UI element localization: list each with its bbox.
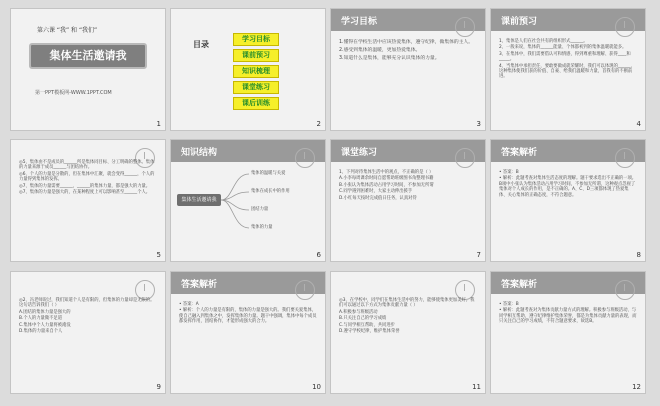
slide-thumbnail-7[interactable] <box>330 139 486 262</box>
mindmap-branch: 集体的力量 <box>251 225 273 230</box>
slide-thumbnail-8[interactable] <box>490 139 646 262</box>
menu-list <box>233 33 279 113</box>
slide-number: 4 <box>636 120 641 128</box>
slide-number: 6 <box>316 251 321 259</box>
mindmap-branch: 团结力量 <box>251 207 269 212</box>
slide-number: 8 <box>636 251 641 259</box>
mindmap-branch: 集体在成长中的作用 <box>251 189 290 194</box>
clock-icon <box>455 17 475 37</box>
mindmap-branch: 集体的温暖与关爱 <box>251 171 286 176</box>
slide-thumbnail-11[interactable] <box>330 271 486 394</box>
slide-number: 12 <box>632 383 641 391</box>
slide-thumbnail-12[interactable] <box>490 271 646 394</box>
text-line: B.个人的力量微不足道 <box>19 316 62 322</box>
text-line: 4、当集体中承担责任，要敢要做成就荣耀时，我们可以体现的______，这种集体使我们获的价值、自豪、给我们温暖和力量，首我有的不断前进。 <box>499 63 635 80</box>
title-banner: 集体生活邀请我 <box>29 43 147 69</box>
clock-icon <box>295 148 315 168</box>
lesson-label: 第六课 “我” 和 “我们” <box>37 27 98 34</box>
slide-number: 10 <box>312 383 321 391</box>
slide-title: 知识结构 <box>181 148 218 158</box>
slide-number: 3 <box>476 120 481 128</box>
slide-title: 课前预习 <box>501 17 538 27</box>
slide-thumbnail-6[interactable] <box>170 139 326 262</box>
slide-thumbnail-4[interactable] <box>490 8 646 131</box>
text-line: C.与同学相互帮助，共同进步 <box>339 322 395 328</box>
clock-icon <box>615 280 635 300</box>
text-line: • 答案：B <box>499 170 519 175</box>
clock-icon <box>455 148 475 168</box>
site-label: 第一PPT模板网-WWW.1PPT.COM <box>35 90 112 96</box>
text-line: C.同学遇到困难时，大家主动伸出援手 <box>339 189 413 195</box>
slide-title: 课堂练习 <box>341 148 378 158</box>
slide-number: 11 <box>472 383 481 391</box>
text-line: 3、在集体中，我们需要借认可和情感，得到尊重和理解、获得____和_____。 <box>499 51 631 63</box>
slide-thumbnail-10[interactable] <box>170 271 326 394</box>
text-line: ◎2、冯老师说过，我们知道个人是有限的，但集体的力量却是无限的。这句话告诉我们（ ） <box>19 298 155 309</box>
slide-thumbnail-2[interactable] <box>170 8 326 131</box>
clock-icon <box>455 280 475 300</box>
text-line: D.遵守学校纪律，维护集体荣誉 <box>339 329 400 335</box>
slide-thumbnail-3[interactable] <box>330 8 486 131</box>
slide-number: 9 <box>156 383 161 391</box>
text-line: • 解析：此题考查对集体生活态度的理解。题干要求选出不正确的一项。B项中小张认为集体活动占用学习时间，不参加无所谓，这种观点忽视了集体对个人成长的作用，是不正确的。A、C、D三项都体现了热爱集体、关心集体的正确态度，不符合题意。 <box>499 176 637 198</box>
text-line: D.集体的力量来自个人 <box>19 329 63 335</box>
slide-title: 答案解析 <box>181 280 218 290</box>
text-line: A.积极参与班级活动 <box>339 309 378 315</box>
menu-item[interactable]: 学习目标 <box>233 33 279 46</box>
text-line: • 解析：此题考查对为集体贡献力量方式的理解。积极参与班级活动、与同学相互帮助、遵守纪律维护集体荣誉，都是为集体贡献力量的表现，而只关注自己的学习成绩，不符合题意要求，故选B。 <box>499 308 637 325</box>
text-line: ◎3、在学校中，同学们在集体生活中的努力，能够使集体更加美好。我们可以通过以下方式为集体贡献力量（ ） <box>339 298 475 309</box>
text-line: B.只关注自己的学习成绩 <box>339 316 387 322</box>
slide-thumbnail-9[interactable] <box>10 271 166 394</box>
clock-icon <box>135 280 155 300</box>
text-line: ◎7、集体的力量是强大的，在某种程度上可以影响甚至______个人。 <box>19 190 151 196</box>
menu-item[interactable]: 课前预习 <box>233 49 279 62</box>
mindmap-center: 集体生活邀请我 <box>177 194 221 206</box>
text-line: 1、下列对待集体生活中的观点，不正确的是（ ） <box>339 170 434 175</box>
text-line: 3.知道什么是集体，能够充分认识集体的力量。 <box>339 56 440 61</box>
text-line: • 答案：B <box>499 302 519 307</box>
slide-number: 7 <box>476 251 481 259</box>
text-line: 2.感受到集体的温暖，更加热爱集体。 <box>339 48 421 53</box>
text-line: A.小李每周课余时间自愿帮助班级图书角整理书籍 <box>339 176 434 182</box>
slide-number: 2 <box>316 120 321 128</box>
slide-number: 1 <box>156 120 161 128</box>
clock-icon <box>615 17 635 37</box>
text-line: C.集体中个人力量将被淹没 <box>19 322 71 328</box>
slide-thumbnail-5[interactable] <box>10 139 166 262</box>
text-line: • 解析：个人的力量是有限的，集体的力量是强大的。我们要关爱集体，使自己融入到集体之中，发挥集体的力量。题干中强调，集体中每个成员都发挥作用，团结协作，才能形成强大的合力。 <box>179 308 317 325</box>
text-line: A.团结的集体力量是强大的 <box>19 309 71 315</box>
text-line: ◎7、集体的力量需要______，______的集体力量，都是强大的力量。 <box>19 183 151 189</box>
text-line: B.小张认为集体活动占用学习时间，不参加无所谓 <box>339 182 434 188</box>
slide-title: 答案解析 <box>501 148 538 158</box>
text-line: • 答案：A <box>179 302 199 307</box>
clock-icon <box>615 148 635 168</box>
slide-title: 答案解析 <box>501 280 538 290</box>
menu-label: 目录 <box>193 40 209 49</box>
slide-title: 学习目标 <box>341 17 378 27</box>
text-line: 1、集体是人们在社会共有的组织形式______。 <box>499 39 588 44</box>
text-line: 2、一般来说，集体的______能量、个体都初到的集体温暖就能多。 <box>499 45 627 51</box>
slide-number: 5 <box>156 251 161 259</box>
mindmap-connectors <box>221 168 251 238</box>
text-line: ◎6、个人的力量是分散的，但在集体中汇聚，就会变得______，个人的力量得到集体的发挥。 <box>19 171 155 183</box>
slide-thumbnail-1[interactable] <box>10 8 166 131</box>
menu-item[interactable]: 知识梳理 <box>233 65 279 78</box>
clock-icon <box>295 280 315 300</box>
menu-item[interactable]: 课后训练 <box>233 97 279 110</box>
menu-item[interactable]: 课堂练习 <box>233 81 279 94</box>
text-line: 1.懂得在学校生活中应该热爱集体，遵守纪律，做集体的主人。 <box>339 40 474 45</box>
text-line: D.小红每天按时完成值日任务，认真对待 <box>339 195 417 201</box>
text-line: ◎5、集体由不是成员的______所是集体同目标、分工明确的整体。集体的力量来源于成员______与团结协作。 <box>19 160 155 171</box>
